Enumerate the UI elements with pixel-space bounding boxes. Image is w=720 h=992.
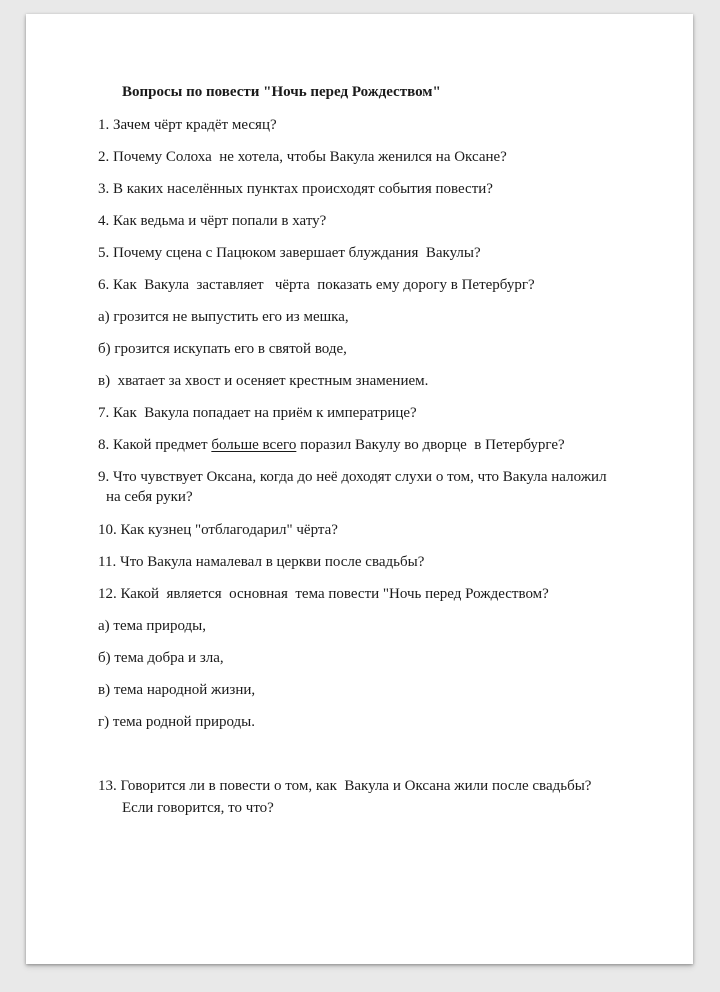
question-8-text-end: поразил Вакулу во дворце в Петербурге? xyxy=(296,437,565,453)
question-13-line-1: 13. Говорится ли в повести о том, как Вакула и Оксана жили после свадьбы? xyxy=(98,778,592,794)
document-page xyxy=(26,14,693,964)
question-5: 5. Почему сцена с Пацюком завершает блуждания Вакулы? xyxy=(98,245,481,261)
question-4: 4. Как ведьма и чёрт попали в хату? xyxy=(98,213,327,229)
question-11: 11. Что Вакула намалевал в церкви после свадьбы? xyxy=(98,554,425,570)
question-2: 2. Почему Солоха не хотела, чтобы Вакула женился на Оксане? xyxy=(98,149,507,165)
question-12: 12. Какой является основная тема повести "Ночь перед Рождеством? xyxy=(98,586,549,602)
question-8 xyxy=(98,435,565,455)
question-6: 6. Как Вакула заставляет чёрта показать ему дорогу в Петербург? xyxy=(98,277,535,293)
question-6-option-b: б) грозится искупать его в святой воде, xyxy=(98,341,347,357)
question-8-text-start: 8. Какой предмет xyxy=(98,437,212,453)
question-12-option-c: в) тема народной жизни, xyxy=(98,682,256,698)
question-1: 1. Зачем чёрт крадёт месяц? xyxy=(98,117,277,133)
question-8-underlined-phrase: больше всего xyxy=(211,437,297,453)
question-12-option-b: б) тема добра и зла, xyxy=(98,650,224,666)
document-title: Вопросы по повести "Ночь перед Рождеством" xyxy=(122,84,441,100)
question-6-option-a: а) грозится не выпустить его из мешка, xyxy=(98,309,349,325)
question-9-line-1: 9. Что чувствует Оксана, когда до неё доходят слухи о том, что Вакула наложил xyxy=(98,469,607,485)
question-9-line-2: на себя руки? xyxy=(106,489,193,505)
question-13-line-2: Если говорится, то что? xyxy=(122,800,274,816)
question-12-option-a: а) тема природы, xyxy=(98,618,206,634)
question-3: 3. В каких населённых пунктах происходят события повести? xyxy=(98,181,493,197)
question-6-option-c: в) хватает за хвост и осеняет крестным знамением. xyxy=(98,373,429,389)
question-12-option-d: г) тема родной природы. xyxy=(98,714,255,730)
question-10: 10. Как кузнец "отблагодарил" чёрта? xyxy=(98,522,338,538)
question-7: 7. Как Вакула попадает на приём к императрице? xyxy=(98,405,417,421)
